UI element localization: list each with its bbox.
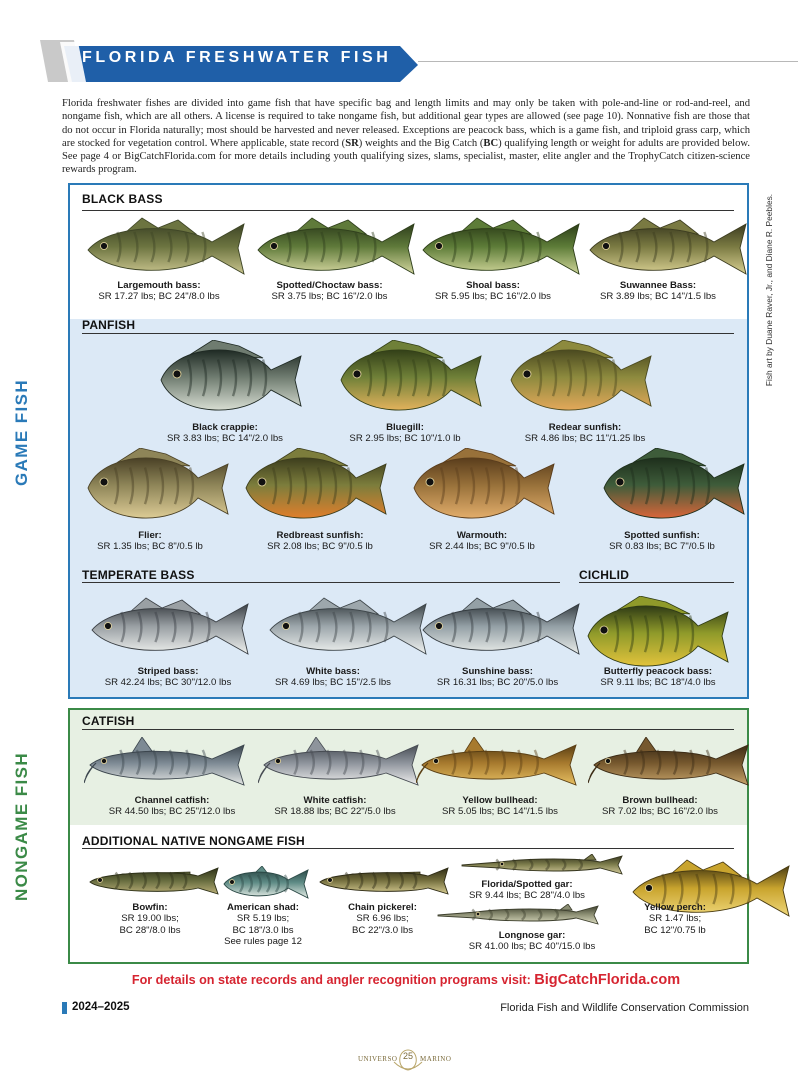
channel-catfish-image (84, 737, 249, 789)
bluegill-image (335, 340, 485, 418)
caption-striped-bass: Striped bass: SR 42.24 lbs; BC 30"/12.0 lbs (104, 666, 232, 689)
caption-american-shad: American shad: SR 5.19 lbs; BC 18"/3.0 lbs See rules page 12 (224, 902, 302, 948)
white-bass-image (262, 596, 432, 660)
longnose-gar-image (436, 904, 601, 926)
agency-name: Florida Fish and Wildlife Conservation Commission (500, 1002, 749, 1014)
caption-florida-gar: Florida/Spotted gar: SR 9.44 lbs; BC 28"/4.0 lbs (469, 879, 585, 902)
section-cichlid: CICHLID (579, 568, 630, 582)
redbreast-sunfish-image (240, 448, 390, 526)
caption-warmouth: Warmouth: SR 2.44 lbs; BC 9"/0.5 lb (429, 530, 535, 553)
caption-shoal-bass: Shoal bass: SR 5.95 lbs; BC 16"/2.0 lbs (435, 280, 551, 303)
sunshine-bass-image (415, 596, 585, 660)
suwannee-bass-image (582, 216, 752, 280)
caption-redear-sunfish: Redear sunfish: SR 4.86 lbs; BC 11"/1.25 lbs (524, 422, 646, 445)
records-notice: For details on state records and angler recognition programs visit: BigCatchFlorida.com (131, 972, 681, 988)
caption-white-bass: White bass: SR 4.69 lbs; BC 15"/2.5 lbs (275, 666, 391, 689)
peacock-bass-image (582, 596, 732, 674)
header-rule (418, 61, 798, 62)
largemouth-bass-image (80, 216, 250, 280)
caption-suwannee-bass: Suwannee Bass: SR 3.89 lbs; BC 14"/1.5 lbs (600, 280, 716, 303)
striped-bass-image (84, 596, 254, 660)
caption-spotted-bass: Spotted/Choctaw bass: SR 3.75 lbs; BC 16"/2.0 lbs (271, 280, 388, 303)
flier-image (82, 448, 232, 526)
spotted-bass-image (250, 216, 420, 280)
white-catfish-image (258, 737, 423, 789)
caption-flier: Flier: SR 1.35 lbs; BC 8"/0.5 lb (97, 530, 203, 553)
game-fish-label: GAME FISH (12, 393, 32, 489)
section-temperate-bass: TEMPERATE BASS (82, 568, 195, 582)
caption-yellow-bullhead: Yellow bullhead: SR 5.05 lbs; BC 14"/1.5 lbs (442, 795, 558, 818)
year-marker (62, 1002, 67, 1014)
nongame-fish-label: NONGAME FISH (12, 764, 32, 904)
yellow-bullhead-image (416, 737, 581, 789)
caption-brown-bullhead: Brown bullhead: SR 7.02 lbs; BC 16"/2.0 lbs (602, 795, 718, 818)
chain-pickerel-image (316, 864, 451, 898)
caption-spotted-sunfish: Spotted sunfish: SR 0.83 lbs; BC 7"/0.5 lb (609, 530, 715, 553)
caption-chain-pickerel: Chain pickerel: SR 6.96 lbs; BC 22"/3.0 lbs (348, 902, 417, 936)
caption-redbreast-sunfish: Redbreast sunfish: SR 2.08 lbs; BC 9"/0.5 lb (267, 530, 373, 553)
caption-white-catfish: White catfish: SR 18.88 lbs; BC 22"/5.0 lbs (274, 795, 396, 818)
bowfin-image (86, 864, 221, 898)
header-banner (38, 38, 420, 84)
caption-bluegill: Bluegill: SR 2.95 lbs; BC 10"/1.0 lb (349, 422, 461, 445)
caption-black-crappie: Black crappie: SR 3.83 lbs; BC 14"/2.0 lbs (167, 422, 283, 445)
brown-bullhead-image (588, 737, 753, 789)
bigcatch-link[interactable]: BigCatchFlorida.com (534, 972, 681, 988)
caption-peacock-bass: Butterfly peacock bass: SR 9.11 lbs; BC 18"/4.0 lbs (600, 666, 716, 689)
section-catfish: CATFISH (82, 714, 135, 728)
american-shad-image (220, 866, 310, 902)
warmouth-image (408, 448, 558, 526)
edition-year: 2024–2025 (72, 1001, 130, 1013)
florida-gar-image (460, 854, 625, 876)
art-credit: Fish art by Duane Raver, Jr., and Diane R. Peebles. (764, 193, 774, 387)
caption-yellow-perch: Yellow perch: SR 1.47 lbs; BC 12"/0.75 lb (644, 902, 706, 936)
shoal-bass-image (415, 216, 585, 280)
redear-sunfish-image (505, 340, 655, 418)
section-black-bass: BLACK BASS (82, 192, 163, 206)
caption-largemouth-bass: Largemouth bass: SR 17.27 lbs; BC 24"/8.0 lbs (98, 280, 220, 303)
caption-sunshine-bass: Sunshine bass: SR 16.31 lbs; BC 20"/5.0 lbs (436, 666, 559, 689)
caption-bowfin: Bowfin: SR 19.00 lbs; BC 28"/8.0 lbs (119, 902, 181, 936)
black-crappie-image (155, 340, 305, 418)
intro-paragraph: Florida freshwater fishes are divided into game fish that have specific bag and length limits and may only be taken with pole-and-line or rod-and-reel, and nongame fish, which are all others. A license is required to take nongame fish, but additional gear types are allowed (see page 10). Nonnative fish are those that do not occur in Florida naturally; most should be harvested and never released. Exceptions are peacock bass, which is a game fish, and triploid grass carp, which are stocked for vegetation control. Where applicable, state record (SR) weights and the Big Catch (BC) qualifying length or weight for adults are provided below. See page 4 or BigCatchFlorida.com for more details including youth qualifying sizes, slams, specialist, master, elite angler and the TrophyCatch citizen-science rewards program. (62, 98, 750, 176)
section-panfish: PANFISH (82, 318, 136, 332)
section-native-nongame: ADDITIONAL NATIVE NONGAME FISH (82, 834, 305, 848)
caption-longnose-gar: Longnose gar: SR 41.00 lbs; BC 40"/15.0 lbs (468, 930, 596, 953)
spotted-sunfish-image (598, 448, 748, 526)
page-title: FLORIDA FRESHWATER FISH (82, 49, 392, 66)
page-watermark: UNIVERSO 25 MARINO (340, 1046, 480, 1072)
caption-channel-catfish: Channel catfish: SR 44.50 lbs; BC 25"/12.0 lbs (108, 795, 236, 818)
